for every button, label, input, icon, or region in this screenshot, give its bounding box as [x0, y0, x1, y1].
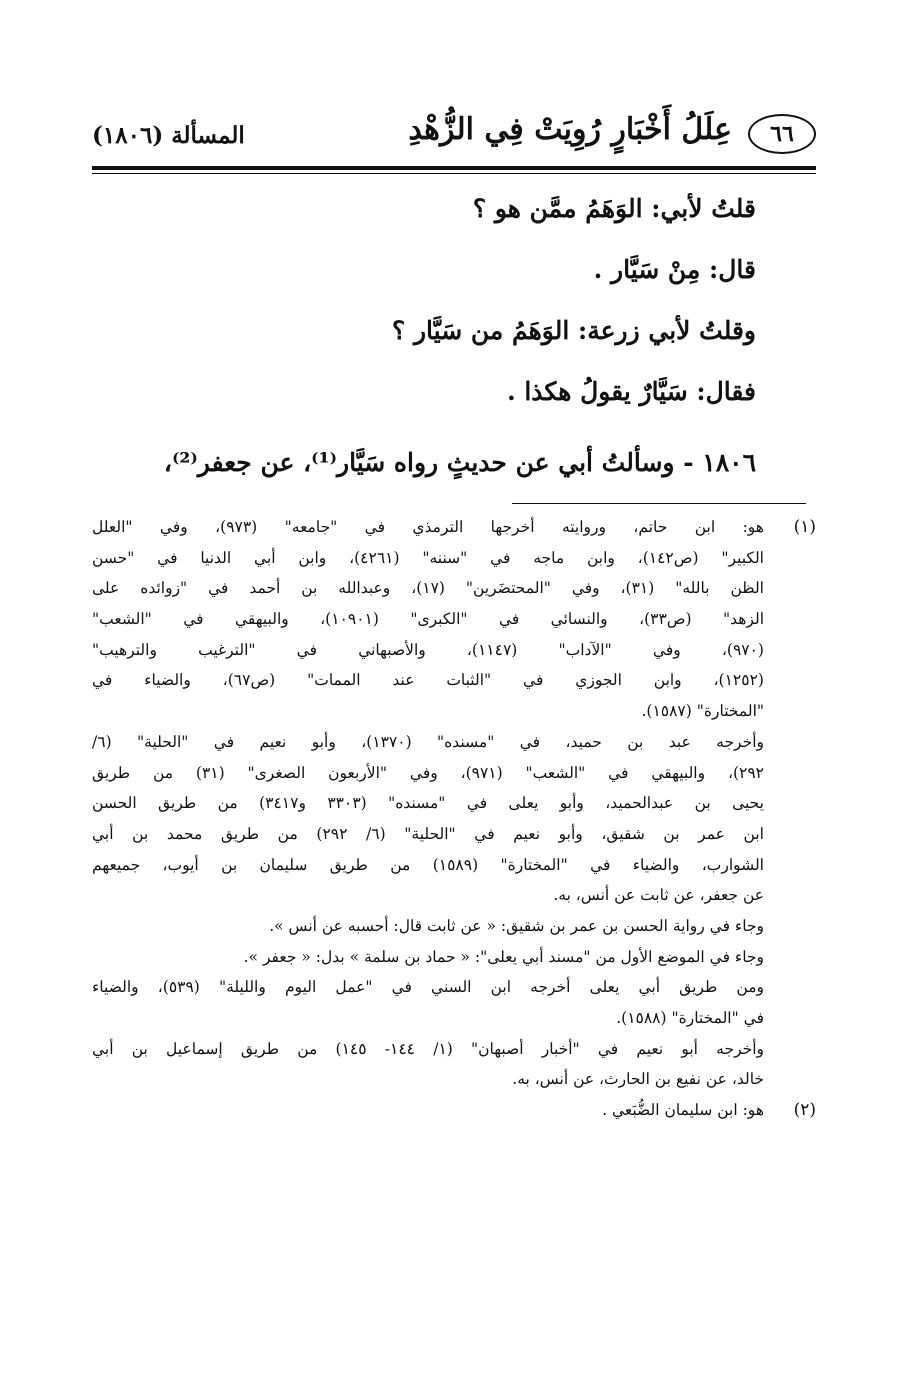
- footnote-number: (١): [793, 517, 816, 537]
- footnote-line: وجاء في الموضع الأول من "مسند أبي يعلى": « حماد بن سلمة » بدل: « جعفر ».: [243, 947, 764, 966]
- footnote-line: ابن عمر بن شقيق، وأبو نعيم في "الحلية" (٦/ ٢٩٢) من طريق محمد بن أبي: [92, 824, 764, 843]
- footnote-line: وجاء في رواية الحسن بن عمر بن شقيق: « عن ثابت قال: أحسبه عن أنس ».: [269, 916, 764, 935]
- main-text: [120, 178, 756, 493]
- header-rule-thick: [92, 166, 816, 170]
- footnote-line: وأخرجه أبو نعيم في "أخبار أصبهان" (١/ ١٤٤- ١٤٥) من طريق إسماعيل بن أبي: [92, 1039, 764, 1058]
- footnote-line: (١٢٥٢)، وابن الجوزي في "الثبات عند الممات" (ص٦٧)، والضياء في: [92, 671, 764, 690]
- footnote-line: "المختارة" (١٥٨٧).: [641, 702, 764, 721]
- page-number: ٦٦: [748, 114, 816, 154]
- header-rule-thin: [92, 173, 816, 174]
- footnotes: [92, 512, 816, 1126]
- footnote-line: الشوارب، والضياء في "المختارة" (١٥٨٩) من طريق سليمان بن أيوب، جميعهم: [92, 855, 764, 874]
- footnote-line: هو: ابن سليمان الضُّبَعي .: [602, 1101, 764, 1120]
- running-header: [92, 108, 816, 164]
- footnote: [92, 512, 816, 1095]
- footnote-line: وأخرجه عبد بن حميد، في "مسنده" (١٣٧٠)، وأبو نعيم في "الحلية" (٦/: [92, 732, 764, 751]
- footnote-line: هو: ابن حاتم، وروايته أخرجها الترمذي في "جامعه" (٩٧٣)، وفي "العلل: [92, 518, 764, 536]
- issue-label: المسألة (١٨٠٦): [92, 122, 245, 149]
- footnote-line: (٩٧٠)، وفي "الآداب" (١١٤٧)، والأصبهاني في "الترغيب والترهيب": [92, 640, 764, 659]
- footnote-line: الظن بالله" (٣١)، وفي "المحتضَرين" (١٧)، وعبدالله بن أحمد في "زوائده على: [92, 579, 764, 598]
- book-title: عِلَلُ أَخْبَارٍ رُوِيَتْ فِي الزُّهْدِ: [408, 112, 732, 147]
- footnote-line: في "المختارة" (١٥٨٨).: [616, 1009, 764, 1027]
- main-line: قلتُ لأبي: الوَهَمُ ممَّن هو ؟: [472, 194, 756, 223]
- main-line: وقلتُ لأبي زرعة: الوَهَمُ من سَيَّار ؟: [392, 316, 756, 345]
- main-line: قال: مِنْ سَيَّار .: [593, 255, 756, 284]
- footnote-line: يحيى بن عبدالحميد، وأبو يعلى في "مسنده" (٣٣٠٣ و٣٤١٧) من طريق الحسن: [92, 794, 764, 813]
- footnote-separator: [512, 503, 806, 504]
- footnote: [92, 1095, 816, 1126]
- main-line: فقال: سَيَّارٌ يقولُ هكذا .: [506, 377, 756, 406]
- main-line: ١٨٠٦ - وسألتُ أبي عن حديثٍ رواه سَيَّار⁽¹⁾، عن جعفر⁽²⁾،: [163, 448, 756, 477]
- footnote-line: عن جعفر، عن ثابت عن أنس، به.: [553, 886, 764, 905]
- footnote-line: ٢٩٢)، والبيهقي في "الشعب" (٩٧١)، وفي "الأربعون الصغرى" (٣١) من طريق: [92, 763, 764, 782]
- footnote-line: الكبير" (ص١٤٢)، وابن ماجه في "سننه" (٤٢٦١)، وابن أبي الدنيا في "حسن: [92, 548, 764, 567]
- footnote-line: خالد، عن نفيع بن الحارث، عن أنس، به.: [512, 1070, 764, 1089]
- footnote-line: ومن طريق أبي يعلى أخرجه ابن السني في "عمل اليوم والليلة" (٥٣٩)، والضياء: [92, 978, 764, 997]
- footnote-number: (٢): [793, 1100, 816, 1121]
- footnote-line: الزهد" (ص٣٣)، والنسائي في "الكبرى" (١٠٩٠١)، والبيهقي في "الشعب": [92, 610, 764, 629]
